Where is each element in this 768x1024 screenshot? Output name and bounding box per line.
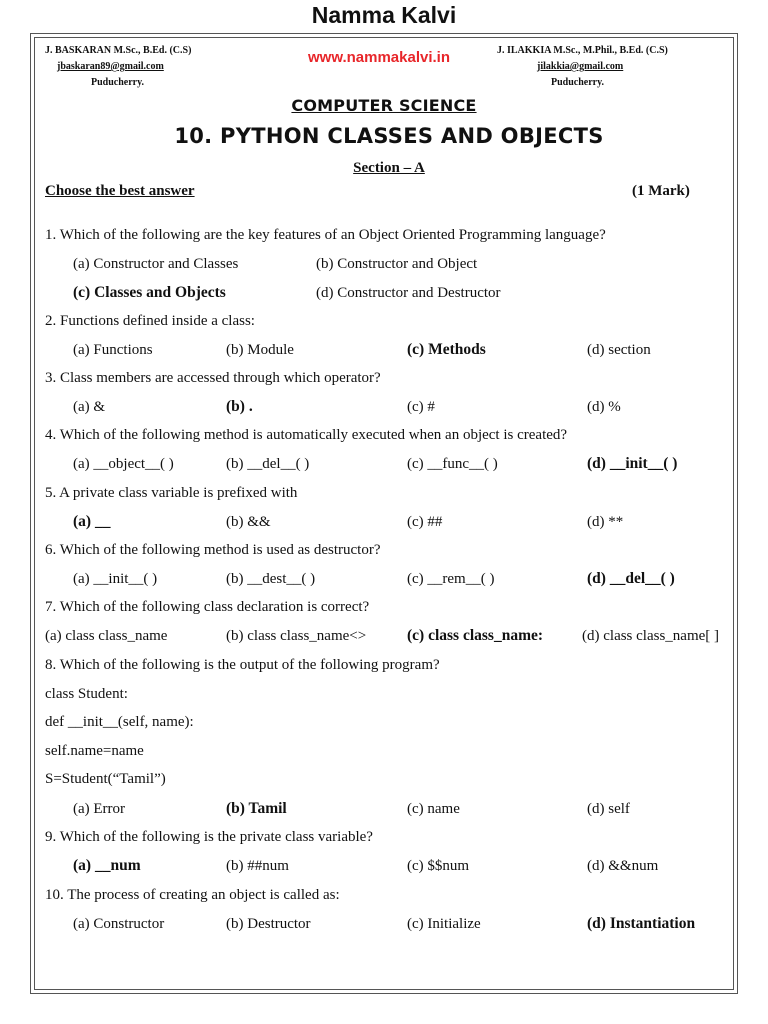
q5-option-d: (d) ** — [587, 514, 624, 530]
q9-option-b: (b) ##num — [226, 858, 289, 874]
site-url-link[interactable]: www.nammakalvi.in — [308, 49, 450, 66]
q7-option-b: (b) class class_name<> — [226, 628, 367, 644]
q1-option-d: (d) Constructor and Destructor — [316, 285, 501, 301]
q9-option-c: (c) $$num — [407, 858, 470, 874]
q3-option-a: (a) & — [73, 399, 106, 415]
q6-option-d-answer: (d) __del__( ) — [587, 570, 675, 587]
q7-option-d: (d) class class_name[ ] — [582, 628, 720, 644]
q8-option-a: (a) Error — [73, 801, 126, 817]
left-author-email[interactable]: jbaskaran89@gmail.com — [57, 61, 164, 72]
section-title: Section – A — [353, 160, 425, 176]
q4-option-b: (b) __del__( ) — [226, 456, 310, 472]
question-5: 5. A private class variable is prefixed with — [45, 485, 298, 501]
right-author-name: J. ILAKKIA M.Sc., M.Phil., B.Ed. (C.S) — [497, 45, 668, 56]
q1-option-b: (b) Constructor and Object — [316, 256, 478, 272]
q10-option-d-answer: (d) Instantiation — [587, 915, 696, 932]
q10-option-a: (a) Constructor — [73, 916, 165, 932]
question-3: 3. Class members are accessed through which operator? — [45, 370, 381, 386]
page-border-inner — [34, 37, 734, 990]
question-4: 4. Which of the following method is automatically executed when an object is created? — [45, 427, 568, 443]
q10-option-c: (c) Initialize — [407, 916, 481, 932]
q1-option-c-answer: (c) Classes and Objects — [73, 284, 226, 301]
q8-option-d: (d) self — [587, 801, 630, 817]
left-author-block — [45, 43, 191, 91]
right-author-block — [497, 43, 668, 91]
left-author-place: Puducherry. — [91, 77, 145, 88]
q2-option-c-answer: (c) Methods — [407, 341, 486, 358]
question-6: 6. Which of the following method is used as destructor? — [45, 542, 381, 558]
q5-option-c: (c) ## — [407, 514, 443, 530]
q5-option-b: (b) && — [226, 514, 271, 530]
q2-option-b: (b) Module — [226, 342, 294, 358]
marks-label: (1 Mark) — [632, 183, 690, 199]
q6-option-a: (a) __init__( ) — [73, 571, 158, 587]
question-7: 7. Which of the following class declaration is correct? — [45, 599, 370, 615]
q1-option-a: (a) Constructor and Classes — [73, 256, 239, 272]
question-9: 9. Which of the following is the private class variable? — [45, 829, 373, 845]
q5-option-a-answer: (a) __ — [73, 513, 111, 530]
q8-option-c: (c) name — [407, 801, 460, 817]
q2-option-a: (a) Functions — [73, 342, 153, 358]
q8-option-b-answer: (b) Tamil — [226, 800, 287, 817]
question-2: 2. Functions defined inside a class: — [45, 313, 255, 329]
q4-option-c: (c) __func__( ) — [407, 456, 498, 472]
q3-option-d: (d) % — [587, 399, 621, 415]
q7-option-a: (a) class class_name — [45, 628, 168, 644]
q9-option-a-answer: (a) __num — [73, 857, 141, 874]
q8-code-line-4: S=Student(“Tamil”) — [45, 771, 166, 787]
q10-option-b: (b) Destructor — [226, 916, 311, 932]
question-1: 1. Which of the following are the key features of an Object Oriented Programming language? — [45, 227, 606, 243]
question-10: 10. The process of creating an object is called as: — [45, 887, 340, 903]
q6-option-c: (c) __rem__( ) — [407, 571, 495, 587]
site-title: Namma Kalvi — [311, 2, 457, 28]
q6-option-b: (b) __dest__( ) — [226, 571, 316, 587]
right-author-email[interactable]: jilakkia@gmail.com — [537, 61, 624, 72]
q9-option-d: (d) &&num — [587, 858, 659, 874]
q4-option-a: (a) __object__( ) — [73, 456, 174, 472]
subject-title: COMPUTER SCIENCE — [291, 96, 477, 115]
chapter-title: 10. PYTHON CLASSES AND OBJECTS — [174, 124, 604, 148]
left-author-name: J. BASKARAN M.Sc., B.Ed. (C.S) — [45, 45, 192, 56]
instruction-text: Choose the best answer — [45, 183, 195, 199]
q7-option-c-answer: (c) class class_name: — [407, 627, 544, 644]
q3-option-c: (c) # — [407, 399, 435, 415]
question-8: 8. Which of the following is the output of the following program? — [45, 657, 440, 673]
q2-option-d: (d) section — [587, 342, 651, 358]
q4-option-d-answer: (d) __init__( ) — [587, 455, 678, 472]
q3-option-b-answer: (b) . — [226, 398, 253, 415]
q8-code-line-3: self.name=name — [45, 743, 144, 759]
q8-code-line-1: class Student: — [45, 686, 128, 702]
right-author-place: Puducherry. — [551, 77, 605, 88]
q8-code-line-2: def __init__(self, name): — [45, 714, 194, 730]
